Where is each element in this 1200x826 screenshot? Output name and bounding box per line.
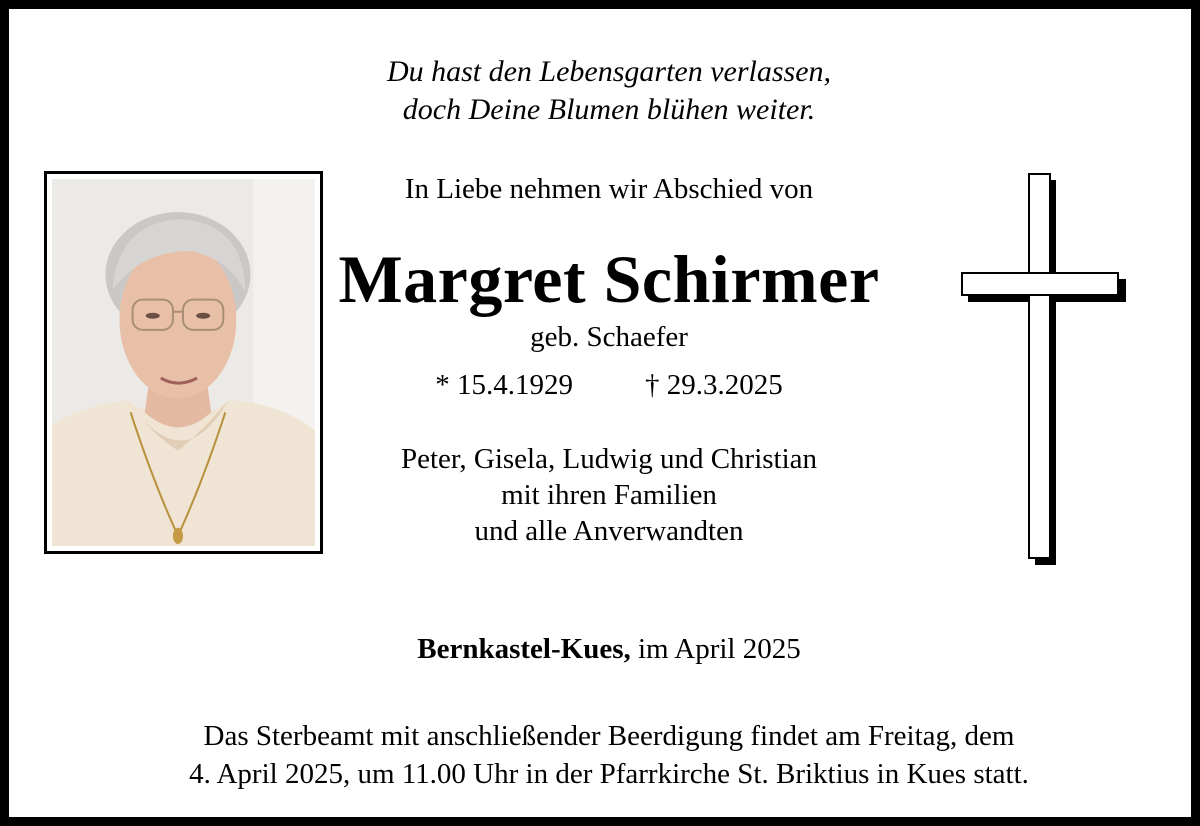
motto-line-1: Du hast den Lebensgarten verlassen, [386,55,832,88]
mourners-line-1: Peter, Gisela, Ludwig und Christian [400,443,818,475]
deceased-name: Margret Schirmer [338,241,880,317]
birth-date: * 15.4.1929 [435,369,573,401]
place-and-date [9,631,1200,667]
mourners-line-3: und alle Anverwandten [474,515,744,547]
place-town: Bernkastel-Kues, [417,633,631,665]
mourners-line-2: mit ihren Familien [501,479,717,511]
service-notice [9,717,1200,793]
intro-text: In Liebe nehmen wir Abschied von [404,173,814,205]
motto-quote [9,53,1200,129]
place-date: im April 2025 [630,633,801,665]
service-line-1: Das Sterbeamt mit anschließender Beerdigung findet am Freitag, dem [203,720,1015,752]
maiden-name: geb. Schaefer [530,321,688,353]
cross-graphic [959,173,1129,565]
service-line-2: 4. April 2025, um 11.00 Uhr in der Pfarrkirche St. Briktius in Kues statt. [189,758,1029,790]
death-date: † 29.3.2025 [645,369,783,401]
cross-icon [959,173,1129,565]
motto-line-2: doch Deine Blumen blühen weiter. [402,93,816,126]
